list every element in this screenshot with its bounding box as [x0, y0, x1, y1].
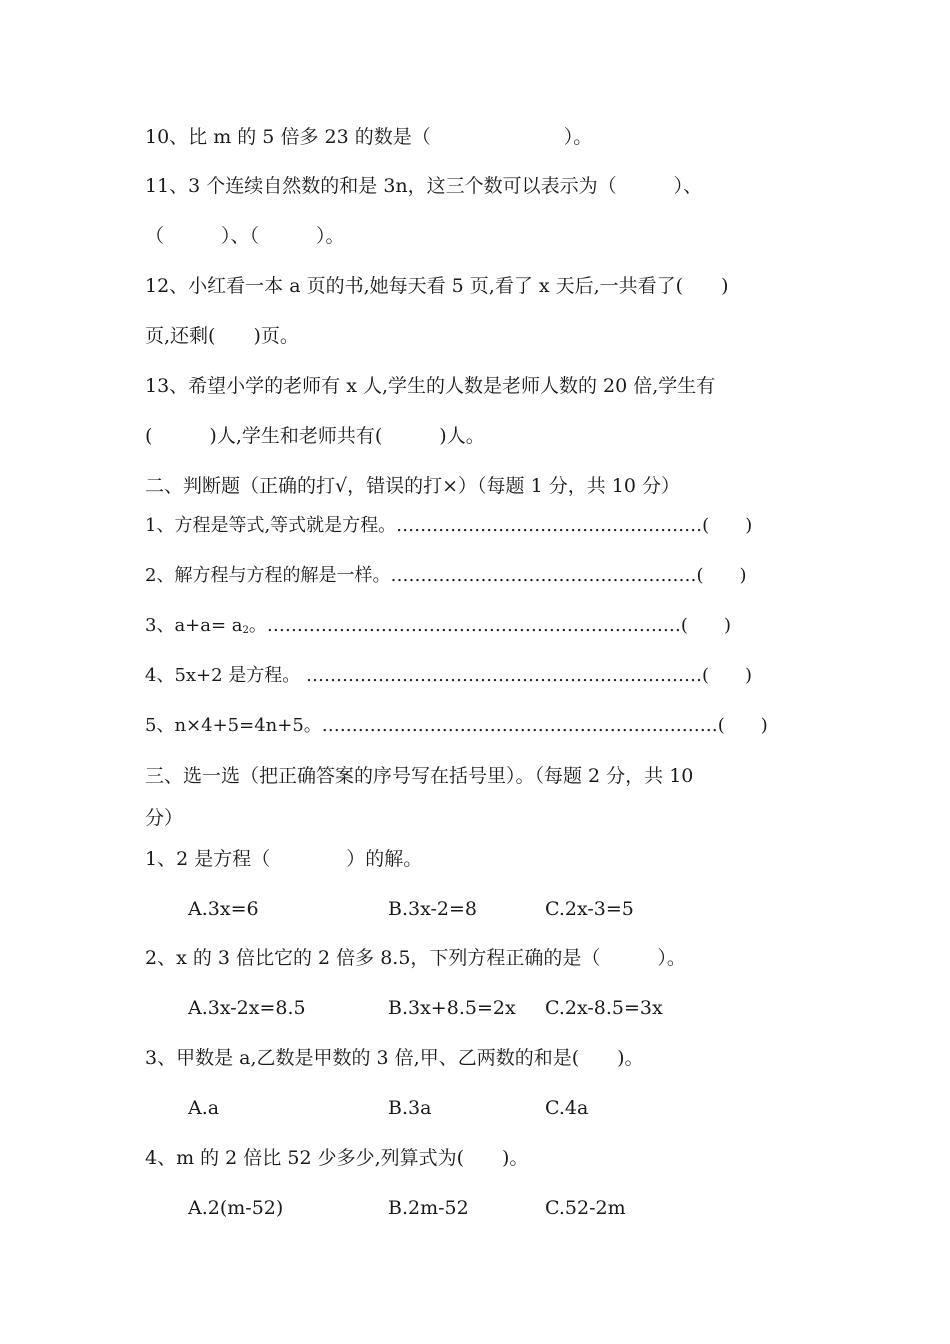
tf-item-3 [145, 614, 731, 643]
question-11-line2: （ ）、（ ）。 [145, 225, 345, 247]
mc-2-option-c: C.2x-8.5=3x [545, 997, 663, 1019]
question-10: 10、比 m 的 5 倍多 23 的数是（ ）。 [145, 126, 593, 148]
mc-1-option-a: A.3x=6 [188, 898, 259, 920]
mc-3-option-c: C.4a [545, 1097, 589, 1119]
mc-question-2: 2、x 的 3 倍比它的 2 倍多 8.5，下列方程正确的是（ ）。 [145, 947, 686, 969]
tf-item-3-exponent: 2 [242, 625, 249, 636]
mc-4-option-b: B.2m-52 [388, 1197, 469, 1219]
mc-4-option-c: C.52-2m [545, 1197, 626, 1219]
section3-title-line2: 分） [145, 807, 184, 829]
mc-1-option-b: B.3x-2=8 [388, 898, 477, 920]
question-13-line2: ( )人,学生和老师共有( )人。 [145, 425, 485, 447]
mc-4-option-a: A.2(m-52) [188, 1197, 284, 1219]
section3-title-line1: 三、选一选（把正确答案的序号写在括号里）。（每题 2 分，共 10 [145, 765, 694, 787]
mc-question-3: 3、甲数是 a,乙数是甲数的 3 倍,甲、乙两数的和是( )。 [145, 1047, 644, 1069]
question-12-line2: 页,还剩( )页。 [145, 325, 299, 347]
tf-item-5: 5、n×4+5=4n+5。…………………………………………………………( ) [145, 715, 768, 736]
mc-2-option-a: A.3x-2x=8.5 [188, 997, 306, 1019]
mc-3-option-a: A.a [188, 1097, 220, 1119]
section2-title: 二、判断题（正确的打√，错误的打×）（每题 1 分，共 10 分） [145, 475, 680, 497]
question-12-line1: 12、小红看一本 a 页的书,她每天看 5 页,看了 x 天后,一共看了( ) [145, 275, 729, 297]
question-13-line1: 13、希望小学的老师有 x 人,学生的人数是老师人数的 20 倍,学生有 [145, 375, 716, 397]
mc-question-4: 4、m 的 2 倍比 52 少多少,列算式为( )。 [145, 1147, 529, 1169]
mc-1-option-c: C.2x-3=5 [545, 898, 634, 920]
mc-2-option-b: B.3x+8.5=2x [388, 997, 516, 1019]
tf-item-3-rest: 。……………………………………………………………( ) [248, 615, 731, 636]
mc-question-1: 1、2 是方程（ ）的解。 [145, 848, 423, 870]
question-11-line1: 11、3 个连续自然数的和是 3n，这三个数可以表示为（ ）、 [145, 175, 703, 197]
tf-item-1: 1、方程是等式,等式就是方程。……………………………………………( ) [145, 515, 753, 536]
mc-3-option-b: B.3a [388, 1097, 432, 1119]
tf-item-4: 4、5x+2 是方程。 …………………………………………………………( ) [145, 665, 753, 686]
tf-item-3-text: 3、a+a= a [145, 615, 243, 636]
tf-item-2: 2、解方程与方程的解是一样。……………………………………………( ) [145, 565, 747, 586]
